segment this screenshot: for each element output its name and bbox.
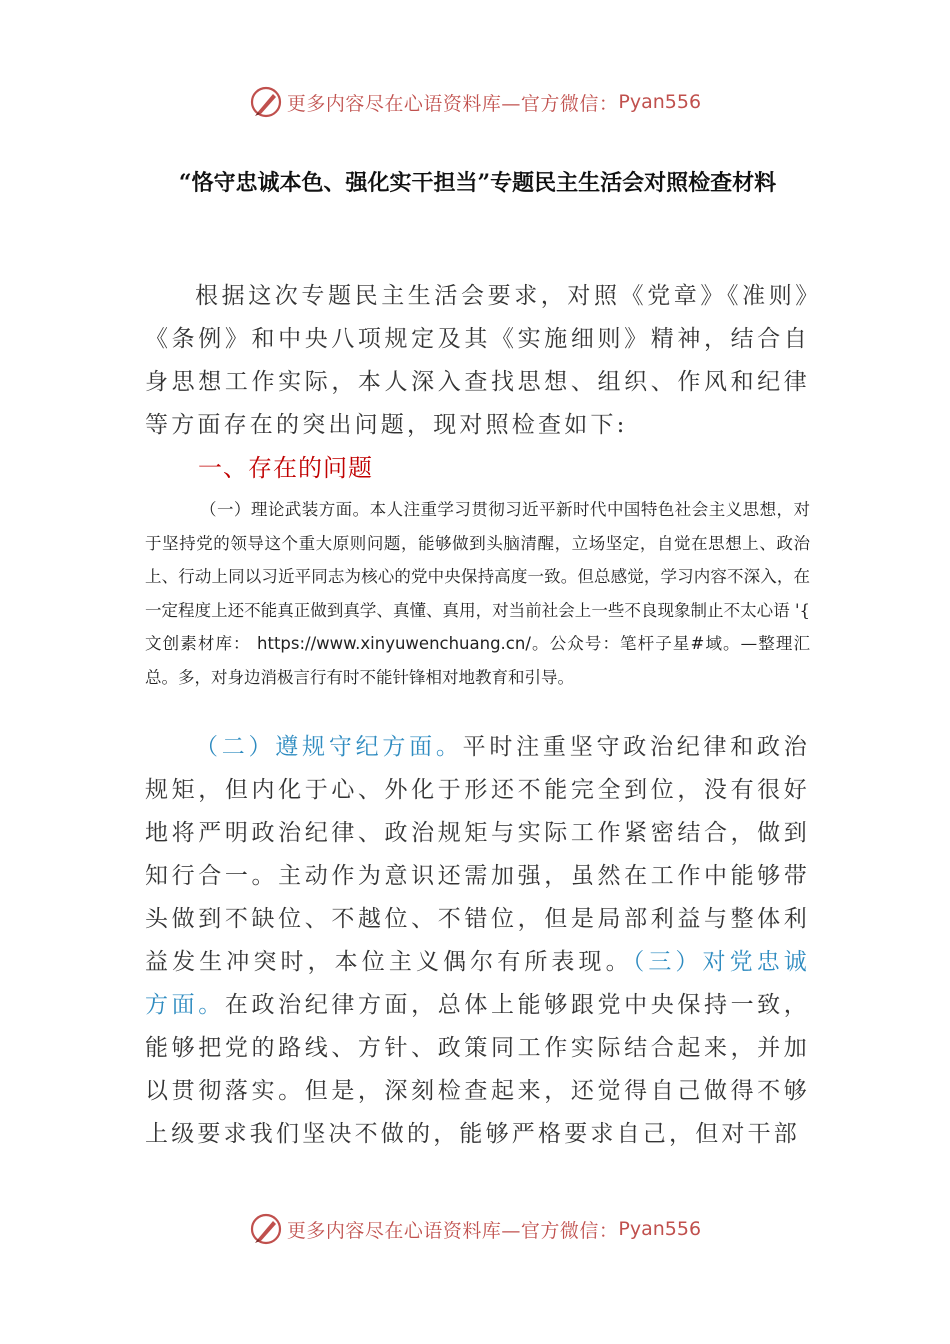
banner-text: 更多内容尽在心语资料库—官方微信： <box>286 92 619 115</box>
section-heading-problems: 一、存在的问题 <box>198 454 373 482</box>
banner-wechat-id: Pyan556 <box>618 1218 702 1240</box>
item2-item3-paragraph <box>145 726 810 1156</box>
pen-logo-icon <box>249 1212 283 1246</box>
intro-paragraph: 根据这次专题民主生活会要求，对照《党章》《准则》《条例》和中央八项规定及其《实施细则》精神，结合自身思想工作实际，本人深入查找思想、组织、作风和纪律等方面存在的突出问题，现对照检查如下: <box>145 283 810 438</box>
item3-text: 在政治纪律方面，总体上能够跟党中央保持一致，能够把党的路线、方针、政策同工作实际结合起来，并加以贯彻落实。但是，深刻检查起来，还觉得自己做得不够上级要求我们坚决不做的，能够严格要求自己，但对干部 <box>145 992 810 1147</box>
footer-banner <box>0 1209 950 1249</box>
item1-paragraph <box>145 493 810 694</box>
item1-url: https://www.xinyuwenchuang.cn/ <box>257 634 531 653</box>
item2-label: （二）遵规守纪方面。 <box>195 734 463 760</box>
banner-text: 更多内容尽在心语资料库—官方微信： <box>286 1219 619 1242</box>
pen-logo-icon <box>249 85 283 119</box>
item1-text-a: （一）理论武装方面。本人注重学习贯彻习近平新时代中国特色社会主义思想，对于坚持党的领导这个重大原则问题，能够做到头脑清醒，立场坚定，自觉在思想上、政治上、行动上同以习近平同志为核心的党中央保持高度一致。但总感觉，学习内容不深入，在一定程度上还不能真正做到真学、真懂、真用，对当前社会上一些不良现象制止不太心语 '{ 文创素材库： <box>145 500 810 653</box>
item3-label: （三）对党忠诚方面。 <box>145 949 810 1018</box>
banner-wechat-id: Pyan556 <box>618 91 702 113</box>
item1-text-b: 。公众号：笔杆子星#域。—整理汇总。多，对身边消极言行有时不能针锋相对地教育和引导。 <box>145 634 810 687</box>
header-banner <box>0 82 950 122</box>
item2-text: 平时注重坚守政治纪律和政治规矩，但内化于心、外化于形还不能完全到位，没有很好地将严明政治纪律、政治规矩与实际工作紧密结合，做到知行合一。主动作为意识还需加强，虽然在工作中能够带头做到不缺位、不越位、不错位，但是局部利益与整体利益发生冲突时，本位主义偶尔有所表现。 <box>145 734 810 975</box>
document-title: “恪守忠诚本色、强化实干担当”专题民主生活会对照检查材料 <box>178 170 777 196</box>
